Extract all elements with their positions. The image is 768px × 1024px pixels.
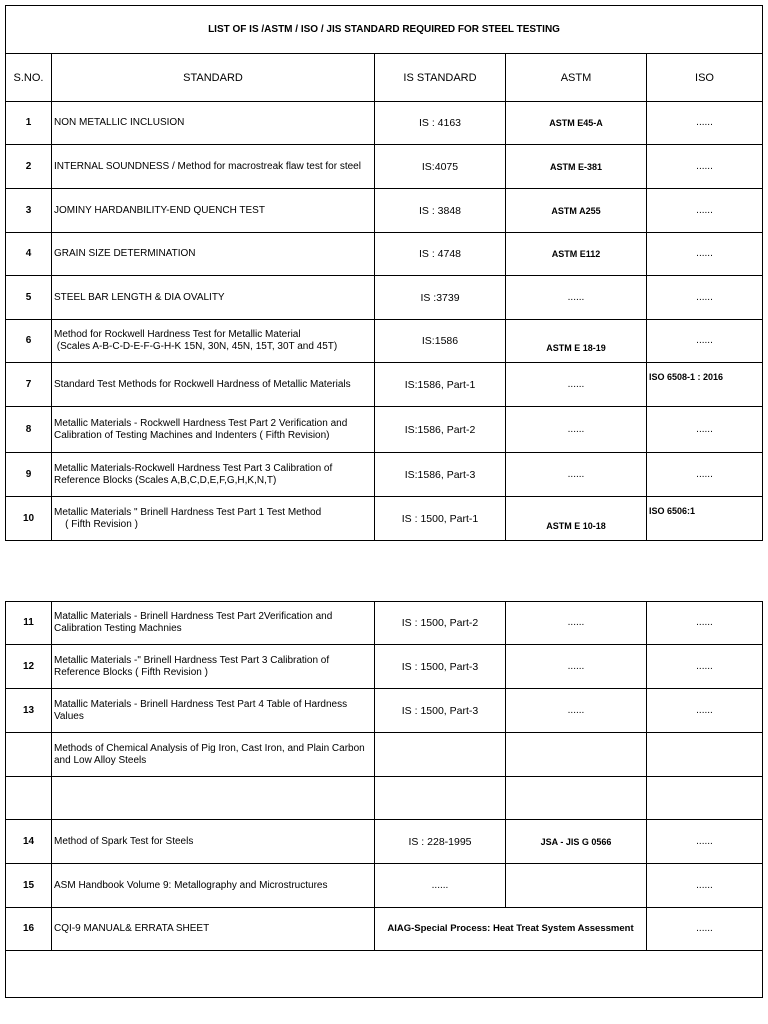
row-standard: Method of Spark Test for Steels — [52, 820, 375, 864]
row-astm: ASTM E 10-18 — [506, 497, 647, 541]
row-sno — [6, 733, 52, 777]
row-iso: ...... — [647, 233, 763, 276]
row-is-standard — [375, 777, 506, 820]
row-standard: STEEL BAR LENGTH & DIA OVALITY — [52, 276, 375, 320]
standards-table-part2 — [5, 601, 763, 998]
row-astm: ASTM E112 — [506, 233, 647, 276]
row-iso — [647, 777, 763, 820]
row-standard: Metallic Materials-Rockwell Hardness Test Part 3 Calibration of Reference Blocks (Scales A,B,C,D,E,F,G,H,K,N,T) — [52, 453, 375, 497]
row-astm: ...... — [506, 645, 647, 689]
row-standard: ASM Handbook Volume 9: Metallography and Microstructures — [52, 864, 375, 908]
row-iso: ...... — [647, 145, 763, 189]
row-sno: 16 — [6, 908, 52, 951]
standards-table-part1 — [5, 5, 763, 541]
row-iso: ...... — [647, 407, 763, 453]
row-is-standard: IS:1586, Part-1 — [375, 363, 506, 407]
row-standard: Standard Test Methods for Rockwell Hardness of Metallic Materials — [52, 363, 375, 407]
row-astm — [506, 733, 647, 777]
empty-footer-row — [6, 951, 763, 998]
row-iso: ...... — [647, 864, 763, 908]
table-row — [6, 908, 763, 951]
row-standard: Matallic Materials - Brinell Hardness Test Part 4 Table of Hardness Values — [52, 689, 375, 733]
table-row — [6, 602, 763, 645]
row-iso: ...... — [647, 453, 763, 497]
row-astm: ...... — [506, 363, 647, 407]
page-title: LIST OF IS /ASTM / ISO / JIS STANDARD REQUIRED FOR STEEL TESTING — [6, 6, 763, 54]
row-is-standard: IS : 1500, Part-1 — [375, 497, 506, 541]
row-sno: 7 — [6, 363, 52, 407]
row-astm: ASTM E 18-19 — [506, 320, 647, 363]
row-sno: 11 — [6, 602, 52, 645]
table-row — [6, 145, 763, 189]
row-iso: ...... — [647, 189, 763, 233]
table-body-part1 — [6, 102, 763, 541]
row-sno: 2 — [6, 145, 52, 189]
row-sno: 15 — [6, 864, 52, 908]
row-sno: 10 — [6, 497, 52, 541]
row-astm — [506, 777, 647, 820]
row-iso: ...... — [647, 689, 763, 733]
row-is-standard: IS :3739 — [375, 276, 506, 320]
row-sno: 4 — [6, 233, 52, 276]
row-sno: 5 — [6, 276, 52, 320]
table-row — [6, 645, 763, 689]
row-standard: INTERNAL SOUNDNESS / Method for macrostreak flaw test for steel — [52, 145, 375, 189]
row-astm: ASTM E45-A — [506, 102, 647, 145]
row-is-standard: IS : 1500, Part-3 — [375, 689, 506, 733]
table-row — [6, 233, 763, 276]
row-is-standard: IS : 3848 — [375, 189, 506, 233]
table-row — [6, 864, 763, 908]
table-row — [6, 820, 763, 864]
row-astm: ...... — [506, 407, 647, 453]
row-sno — [6, 777, 52, 820]
row-astm — [506, 864, 647, 908]
header-sno: S.NO. — [6, 54, 52, 102]
row-standard: JOMINY HARDANBILITY-END QUENCH TEST — [52, 189, 375, 233]
row-standard: Method for Rockwell Hardness Test for Metallic Material (Scales A-B-C-D-E-F-G-H-K 15N, 30N, 45N, 15T, 30T and 45T) — [52, 320, 375, 363]
row-is-standard: IS : 4748 — [375, 233, 506, 276]
row-standard: Metallic Materials - Rockwell Hardness Test Part 2 Verification and Calibration of Testing Machines and Indenters ( Fifth Revision) — [52, 407, 375, 453]
row-astm: JSA - JIS G 0566 — [506, 820, 647, 864]
row-standard: Metallic Materials -" Brinell Hardness Test Part 3 Calibration of Reference Blocks ( Fifth Revision ) — [52, 645, 375, 689]
row-astm: ASTM E-381 — [506, 145, 647, 189]
row-sno: 12 — [6, 645, 52, 689]
table-row — [6, 407, 763, 453]
row-iso: ISO 6508-1 : 2016 — [647, 363, 763, 407]
row-is-standard: IS:1586 — [375, 320, 506, 363]
row-astm: ASTM A255 — [506, 189, 647, 233]
row-is-standard: IS : 4163 — [375, 102, 506, 145]
row-iso: ...... — [647, 908, 763, 951]
table-body-part2 — [6, 602, 763, 951]
header-row — [6, 54, 763, 102]
row-standard — [52, 777, 375, 820]
row-is-standard — [375, 733, 506, 777]
row-astm: ...... — [506, 602, 647, 645]
row-is-standard: IS : 1500, Part-3 — [375, 645, 506, 689]
row-is-standard: IS:1586, Part-2 — [375, 407, 506, 453]
table-row — [6, 276, 763, 320]
row-is-standard: IS:1586, Part-3 — [375, 453, 506, 497]
table-row — [6, 102, 763, 145]
row-is-standard: ...... — [375, 864, 506, 908]
row-sno: 1 — [6, 102, 52, 145]
row-is-standard: IS : 228-1995 — [375, 820, 506, 864]
row-iso: ...... — [647, 276, 763, 320]
table-row — [6, 363, 763, 407]
header-astm: ASTM — [506, 54, 647, 102]
row-astm: ...... — [506, 276, 647, 320]
table-row — [6, 777, 763, 820]
row-iso: ...... — [647, 820, 763, 864]
row-standard: Matallic Materials - Brinell Hardness Test Part 2Verification and Calibration Testing Machnies — [52, 602, 375, 645]
row-iso — [647, 733, 763, 777]
row-standard: CQI-9 MANUAL& ERRATA SHEET — [52, 908, 375, 951]
row-sno: 14 — [6, 820, 52, 864]
table-row — [6, 497, 763, 541]
row-standard: GRAIN SIZE DETERMINATION — [52, 233, 375, 276]
row-sno: 3 — [6, 189, 52, 233]
row-is-standard: IS:4075 — [375, 145, 506, 189]
header-standard: STANDARD — [52, 54, 375, 102]
table-row — [6, 733, 763, 777]
table-row — [6, 453, 763, 497]
row-sno: 6 — [6, 320, 52, 363]
row-iso: ISO 6506:1 — [647, 497, 763, 541]
row-sno: 8 — [6, 407, 52, 453]
row-iso: ...... — [647, 102, 763, 145]
row-iso: ...... — [647, 645, 763, 689]
row-standard: Metallic Materials " Brinell Hardness Test Part 1 Test Method ( Fifth Revision ) — [52, 497, 375, 541]
row-iso: ...... — [647, 320, 763, 363]
header-iso: ISO — [647, 54, 763, 102]
row-sno: 9 — [6, 453, 52, 497]
table-row — [6, 320, 763, 363]
table-row — [6, 189, 763, 233]
row-standard: NON METALLIC INCLUSION — [52, 102, 375, 145]
row-astm: ...... — [506, 453, 647, 497]
row-is-standard: IS : 1500, Part-2 — [375, 602, 506, 645]
row-is-astm-merged: AIAG-Special Process: Heat Treat System Assessment — [375, 908, 647, 951]
row-sno: 13 — [6, 689, 52, 733]
row-standard: Methods of Chemical Analysis of Pig Iron, Cast Iron, and Plain Carbon and Low Alloy Steels — [52, 733, 375, 777]
row-iso: ...... — [647, 602, 763, 645]
header-is: IS STANDARD — [375, 54, 506, 102]
table-row — [6, 689, 763, 733]
row-astm: ...... — [506, 689, 647, 733]
